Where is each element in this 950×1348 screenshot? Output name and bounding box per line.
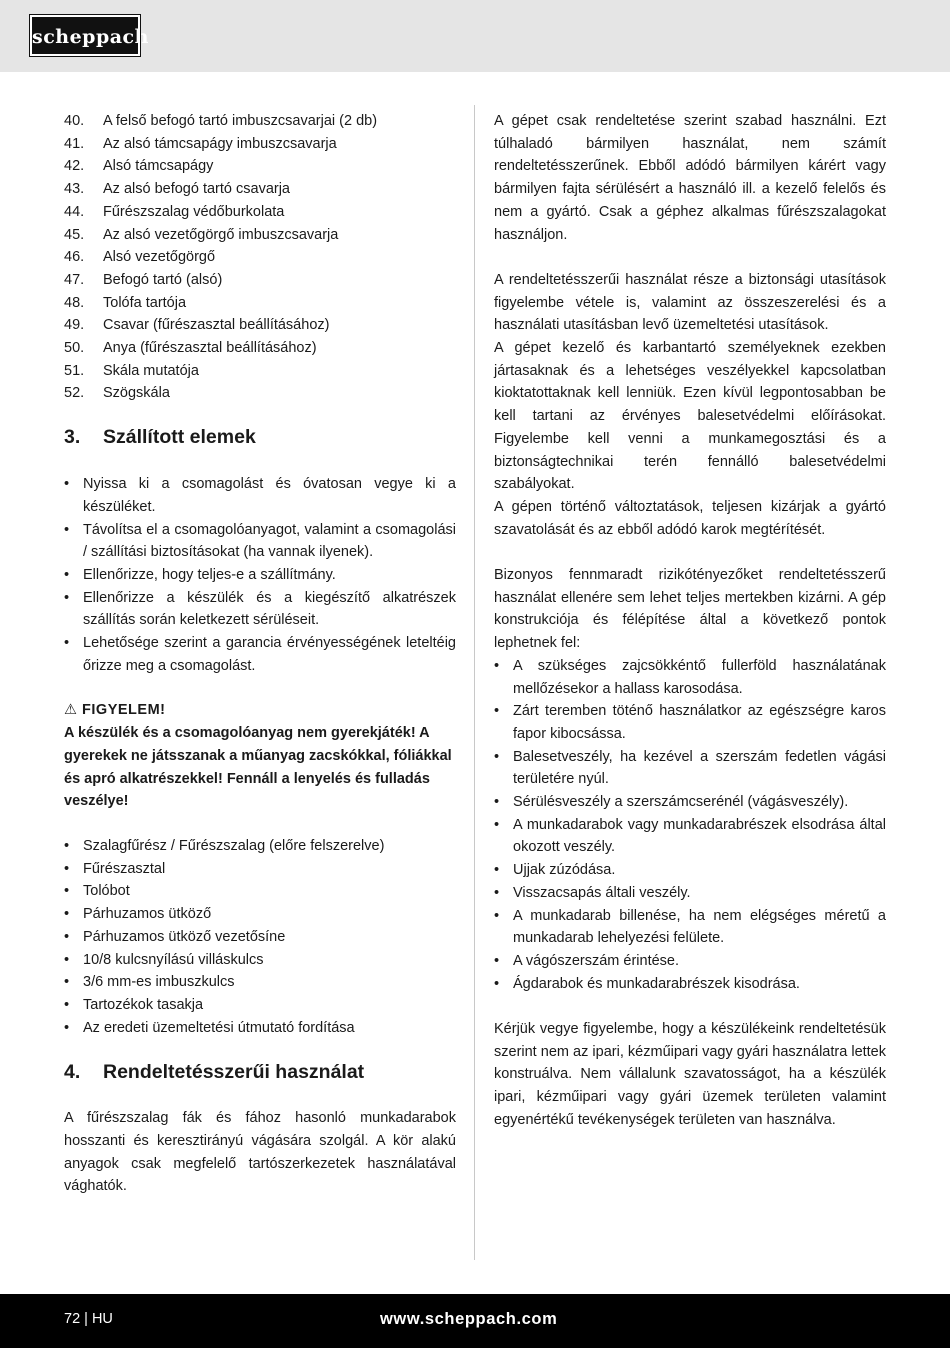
parts-list-item: 44. Fűrészszalag védőburkolata: [64, 203, 285, 220]
paragraph: A gépet csak rendeltetése szerint szabad használni. Ezt túlhaladó bármilyen használat, nem számít rendeltetésszerűnek. Ebből adódó bármilyen kárért vagy bármilyen fajta sérülésért a használó ill. a kezelő felelős és nem a gyártó. Csak a géphez alkalmas fűrészszalagokat használjon.: [494, 113, 886, 243]
parts-list-item: 41. Az alsó támcsapágy imbuszcsavarja: [64, 135, 337, 152]
paragraph: A gépet kezelő és karbantartó személyeknek ezekben jártasaknak és a lehetséges veszélyekkel kapcsolatban kioktatottaknak kell lenniük. Ezen kívül legpontosabban be kell tartani az érvényes balesetvédelmi előírásokat. Figyelembe kell venni a munkamegosztási és a biztonságtechnikai terén fennálló balesetvédelmi szabályokat.: [494, 340, 886, 493]
list-item: • Párhuzamos ütköző vezetősíne: [64, 926, 456, 949]
right-column: [494, 110, 886, 1132]
parts-list-item: 52. Szögskála: [64, 385, 170, 402]
parts-list-item: 45. Az alsó vezetőgörgő imbuszcsavarja: [64, 226, 339, 243]
section-3-heading: 3. Szállított elemek: [64, 426, 256, 449]
warning-text: A készülék és a csomagolóanyag nem gyerekjáték! A gyerekek ne játsszanak a műanyag zacskókkal, fóliákkal és apró alkatrészekkel! Fennáll a lenyelés és fulladás veszélye!: [64, 725, 452, 810]
list-item: • Szalagfűrész / Fűrészszalag (előre felszerelve): [64, 835, 456, 858]
list-item: • Nyissa ki a csomagolást és óvatosan vegye ki a készüléket.: [64, 473, 456, 518]
column-divider: [474, 105, 475, 1260]
warning-block: [64, 699, 456, 813]
list-item: • Zárt teremben töténő használatkor az egészségre karos fapor kibocsássa.: [494, 700, 886, 745]
list-item: • Ujjak zúzódása.: [494, 859, 886, 882]
parts-list-item: 40. A felső befogó tartó imbuszcsavarjai (2 db): [64, 113, 378, 129]
unpacking-steps-list: [64, 473, 456, 677]
footer-bar: [0, 1294, 950, 1348]
website-link[interactable]: www.scheppach.com: [380, 1310, 558, 1328]
list-item: • Lehetősége szerint a garancia érvényességének leteltéig őrizze meg a csomagolást.: [64, 632, 456, 677]
page-number: 72 | HU: [64, 1311, 113, 1327]
parts-list-item: 51. Skála mutatója: [64, 362, 199, 379]
brand-logo: scheppach: [30, 15, 140, 56]
list-item: • Visszacsapás általi veszély.: [494, 882, 886, 905]
intended-use-paragraph: A fűrészszalag fák és fához hasonló munkadarabok hosszanti és keresztirányú vágására szolgál. A kör alakú anyagok csak megfelelő tartószerkezetek használatával vághatók.: [64, 1110, 456, 1195]
paragraph: Kérjük vegye figyelembe, hogy a készülékeink rendeltetésük szerint nem az ipari, kézműipari vagy gyári használatra lettek konstruálva. Nem vállalunk szavatosságot, ha a készülék ipari, kézműipari vagy gyári üzemek területen valamint egyenértékű tevékenységek területen van használva.: [494, 1021, 886, 1128]
list-item: • Tartozékok tasakja: [64, 994, 456, 1017]
parts-list-item: 43. Az alsó befogó tartó csavarja: [64, 181, 290, 198]
list-item: • Az eredeti üzemeltetési útmutató fordítása: [64, 1017, 456, 1040]
parts-list-item: 49. Csavar (fűrészasztal beállításához): [64, 317, 330, 334]
list-item: • A vágószerszám érintése.: [494, 950, 886, 973]
list-item: • 10/8 kulcsnyílású villáskulcs: [64, 949, 456, 972]
list-item: • Balesetveszély, ha kezével a szerszám fedetlen vágási területére nyúl.: [494, 746, 886, 791]
left-column: [64, 110, 456, 1198]
list-item: • Sérülésveszély a szerszámcserénél (vágásveszély).: [494, 791, 886, 814]
list-item: • Ellenőrizze, hogy teljes-e a szállítmány.: [64, 564, 456, 587]
paragraph: A gépen történő változtatások, teljesen kizárjak a gyártó szavatolását és az ebből adódó karok megtérítését.: [494, 498, 886, 538]
parts-list-item: 47. Befogó tartó (alsó): [64, 271, 223, 288]
list-item: • A munkadarab billenése, ha nem elégséges méretű a munkadarab lehelyezési felülete.: [494, 905, 886, 950]
section-4-heading: 4. Rendeltetésszerűi használat: [64, 1061, 365, 1084]
parts-list-item: 46. Alsó vezetőgörgő: [64, 249, 216, 266]
list-item: • 3/6 mm-es imbuszkulcs: [64, 971, 456, 994]
list-item: • Tolóbot: [64, 880, 456, 903]
list-item: • A szükséges zajcsökkéntő fullerföld használatának mellőzésekor a hallass karosodása.: [494, 655, 886, 700]
parts-list: [64, 110, 456, 405]
list-item: • Ágdarabok és munkadarabrészek kisodrása.: [494, 973, 886, 996]
parts-list-item: 50. Anya (fűrészasztal beállításához): [64, 340, 317, 357]
paragraph: Bizonyos fennmaradt rizikótényezőket rendeltetésszerű használat ellenére sem lehet teljes mertekben kizárni. A gép konstrukciója és félépítése által a következő pontok lephetnek fel:: [494, 567, 886, 652]
list-item: • A munkadarabok vagy munkadarabrészek elsodrása által okozott veszély.: [494, 814, 886, 859]
warning-triangle-icon: ⚠: [64, 702, 78, 719]
list-item: • Ellenőrizze a készülék és a kiegészítő alkatrészek szállítás során keletkezett sérüléseit.: [64, 587, 456, 632]
parts-list-item: 48. Tolófa tartója: [64, 294, 187, 311]
delivery-items-list: [64, 835, 456, 1039]
warning-title: FIGYELEM!: [82, 702, 166, 719]
residual-risks-list: [494, 655, 886, 996]
paragraph: A rendeltetésszerűi használat része a biztonsági utasítások figyelembe vétele is, valamint az összeszerelési és a használati utasításban levő üzemeltetési utasítások.: [494, 271, 886, 334]
header-band: [0, 0, 950, 72]
list-item: • Fűrészasztal: [64, 858, 456, 881]
parts-list-item: 42. Alsó támcsapágy: [64, 158, 214, 175]
list-item: • Párhuzamos ütköző: [64, 903, 456, 926]
list-item: • Távolítsa el a csomagolóanyagot, valamint a csomagolási / szállítási biztosításokat (ha vannak ilyenek).: [64, 519, 456, 564]
